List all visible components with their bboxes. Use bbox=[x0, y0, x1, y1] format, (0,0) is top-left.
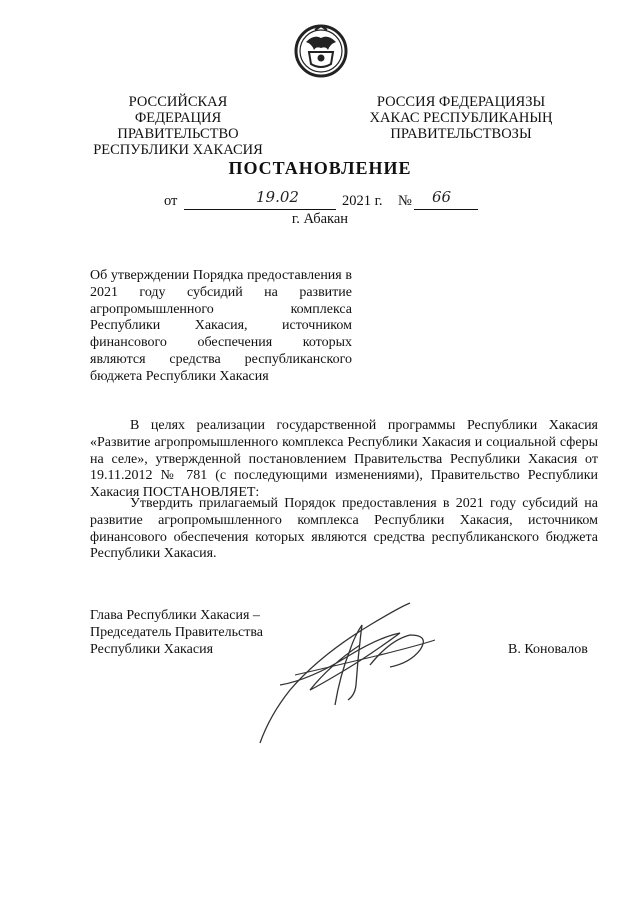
date-underline bbox=[184, 209, 336, 210]
number-label: № bbox=[398, 193, 412, 209]
subject-block: Об утверждении Порядка предоставления в 2021 году субсидий на развитие агропромышленного комплекса Республики Хакасия, источником финансового обеспечения которых являются средства республиканского бюджета Республики Хакасия bbox=[90, 268, 352, 384]
header-right-line-1: РОССИЯ ФЕДЕРАЦИЯЗЫ bbox=[376, 94, 546, 110]
city-label: г. Абакан bbox=[291, 211, 349, 227]
signer-position-line-1: Глава Республики Хакасия – bbox=[90, 608, 260, 623]
header-right bbox=[368, 94, 554, 142]
header-right-line-3: ПРАВИТЕЛЬСТВОЗЫ bbox=[390, 126, 532, 142]
body-paragraph-1: В целях реализации государственной программы Республики Хакасия «Развитие агропромышленного комплекса Республики Хакасия и социальной сферы на селе», утвержденной постановлением Правительства Республики Хакасия от 19.11.2012 № 781 (с последующими изменениями), Правительство Республики Хакасия ПОСТАНОВЛЯЕТ: bbox=[90, 418, 598, 501]
header-left-line-3: РЕСПУБЛИКИ ХАКАСИЯ bbox=[93, 142, 263, 158]
body-paragraph-2: Утвердить прилагаемый Порядок предоставления в 2021 году субсидий на развитие агропромышленного комплекса Республики Хакасия, источником финансового обеспечения которых являются средства республиканского бюджета Республики Хакасия. bbox=[90, 496, 598, 562]
date-number-line bbox=[160, 188, 490, 213]
handwritten-date: 19.02 bbox=[256, 188, 299, 206]
signer-position-line-3: Республики Хакасия bbox=[90, 641, 214, 657]
header-left bbox=[86, 94, 270, 158]
date-from-label: от bbox=[164, 193, 178, 209]
handwritten-number: 66 bbox=[432, 188, 452, 206]
number-underline bbox=[414, 209, 478, 210]
header-left-line-2: ПРАВИТЕЛЬСТВО bbox=[117, 126, 239, 142]
header-right-line-2: ХАКАС РЕСПУБЛИКАНЫҢ bbox=[369, 110, 553, 126]
coat-of-arms-icon bbox=[292, 22, 350, 78]
handwritten-signature-icon bbox=[250, 595, 440, 745]
signer-position-line-2: Председатель Правительства bbox=[90, 624, 263, 640]
header-left-line-1: РОССИЙСКАЯ ФЕДЕРАЦИЯ bbox=[128, 94, 228, 126]
signer-name: В. Коновалов bbox=[508, 642, 588, 657]
year-label: 2021 г. bbox=[342, 193, 383, 209]
document-title: ПОСТАНОВЛЕНИЕ bbox=[228, 158, 412, 178]
